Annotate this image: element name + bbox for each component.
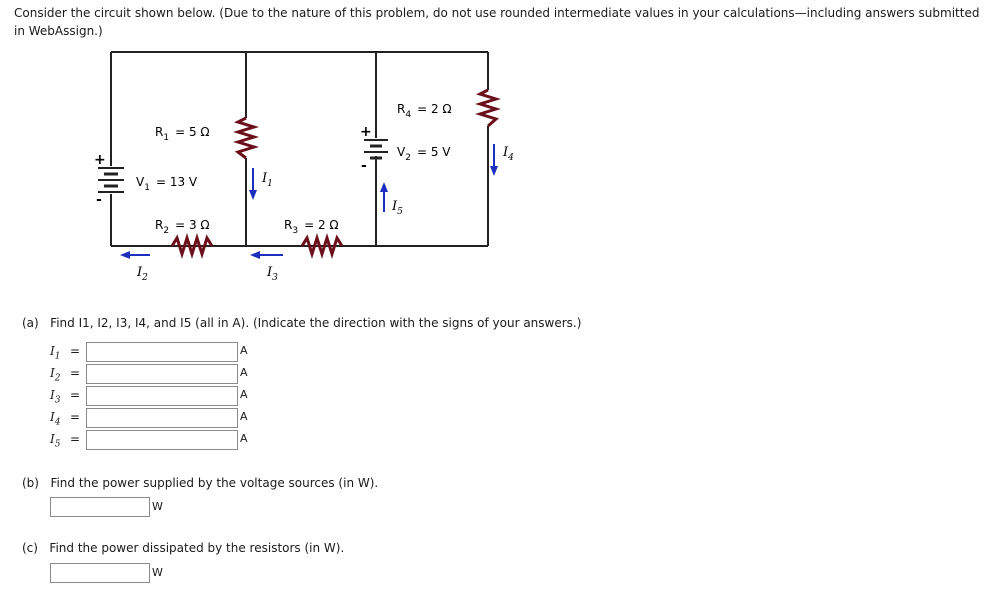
i2-input[interactable]: [86, 364, 238, 384]
arrow-i5-head: [380, 182, 388, 192]
v2-label: $V_2 = 5$ V: [397, 145, 451, 163]
i4-label: $I_4$: [503, 145, 514, 163]
i5-label: $I_5$: [392, 199, 403, 217]
arrow-i2-head: [120, 251, 130, 259]
part-c-text: Find the power dissipated by the resistors (in W).: [49, 541, 345, 555]
part-c-unit: W: [152, 566, 163, 579]
problem-intro: Consider the circuit shown below. (Due to the nature of this problem, do not use rounded intermediate values in your calculations—including answers submitted in WebAssign.): [14, 6, 980, 38]
r1-label: $R_1 = 5$ Ω: [155, 125, 210, 143]
part-b-label: (b): [22, 476, 39, 490]
part-b-text: Find the power supplied by the voltage sources (in W).: [50, 476, 379, 490]
power-dissipated-input[interactable]: [50, 563, 150, 583]
part-a-label: (a): [22, 316, 39, 330]
part-c-question: [22, 541, 344, 555]
power-supplied-input[interactable]: [50, 497, 150, 517]
part-b-question: [22, 476, 378, 490]
resistor-r1: [238, 118, 254, 158]
v2-minus-sign: -: [361, 158, 367, 174]
i4-input[interactable]: [86, 408, 238, 428]
i3-input[interactable]: [86, 386, 238, 406]
resistor-r4: [480, 90, 496, 126]
i2-label: $I_2$: [137, 265, 148, 283]
i3-label: $I_3$: [267, 265, 278, 283]
v1-plus-sign: +: [94, 152, 106, 168]
arrow-i1-head: [249, 190, 257, 200]
r4-label: $R_4 = 2$ Ω: [397, 102, 452, 120]
part-c-label: (c): [22, 541, 38, 555]
v2-plus-sign: +: [360, 124, 372, 140]
v1-minus-sign: -: [96, 192, 102, 208]
i1-input[interactable]: [86, 342, 238, 362]
battery-v2: [364, 140, 388, 158]
i1-label: $I_1$: [262, 171, 273, 189]
circuit-diagram: [0, 0, 996, 300]
arrow-i4-head: [490, 166, 498, 176]
arrow-i3-head: [250, 251, 260, 259]
v1-label: $V_1 = 13$ V: [136, 175, 198, 193]
part-a-text: Find I1, I2, I3, I4, and I5 (all in A). (Indicate the direction with the signs of your answers.): [50, 316, 582, 330]
i5-input[interactable]: [86, 430, 238, 450]
part-b-unit: W: [152, 500, 163, 513]
part-a-question: [22, 316, 581, 330]
battery-v1: [98, 168, 124, 192]
r2-label: $R_2 = 3$ Ω: [155, 218, 210, 236]
r3-label: $R_3 = 2$ Ω: [284, 218, 339, 236]
